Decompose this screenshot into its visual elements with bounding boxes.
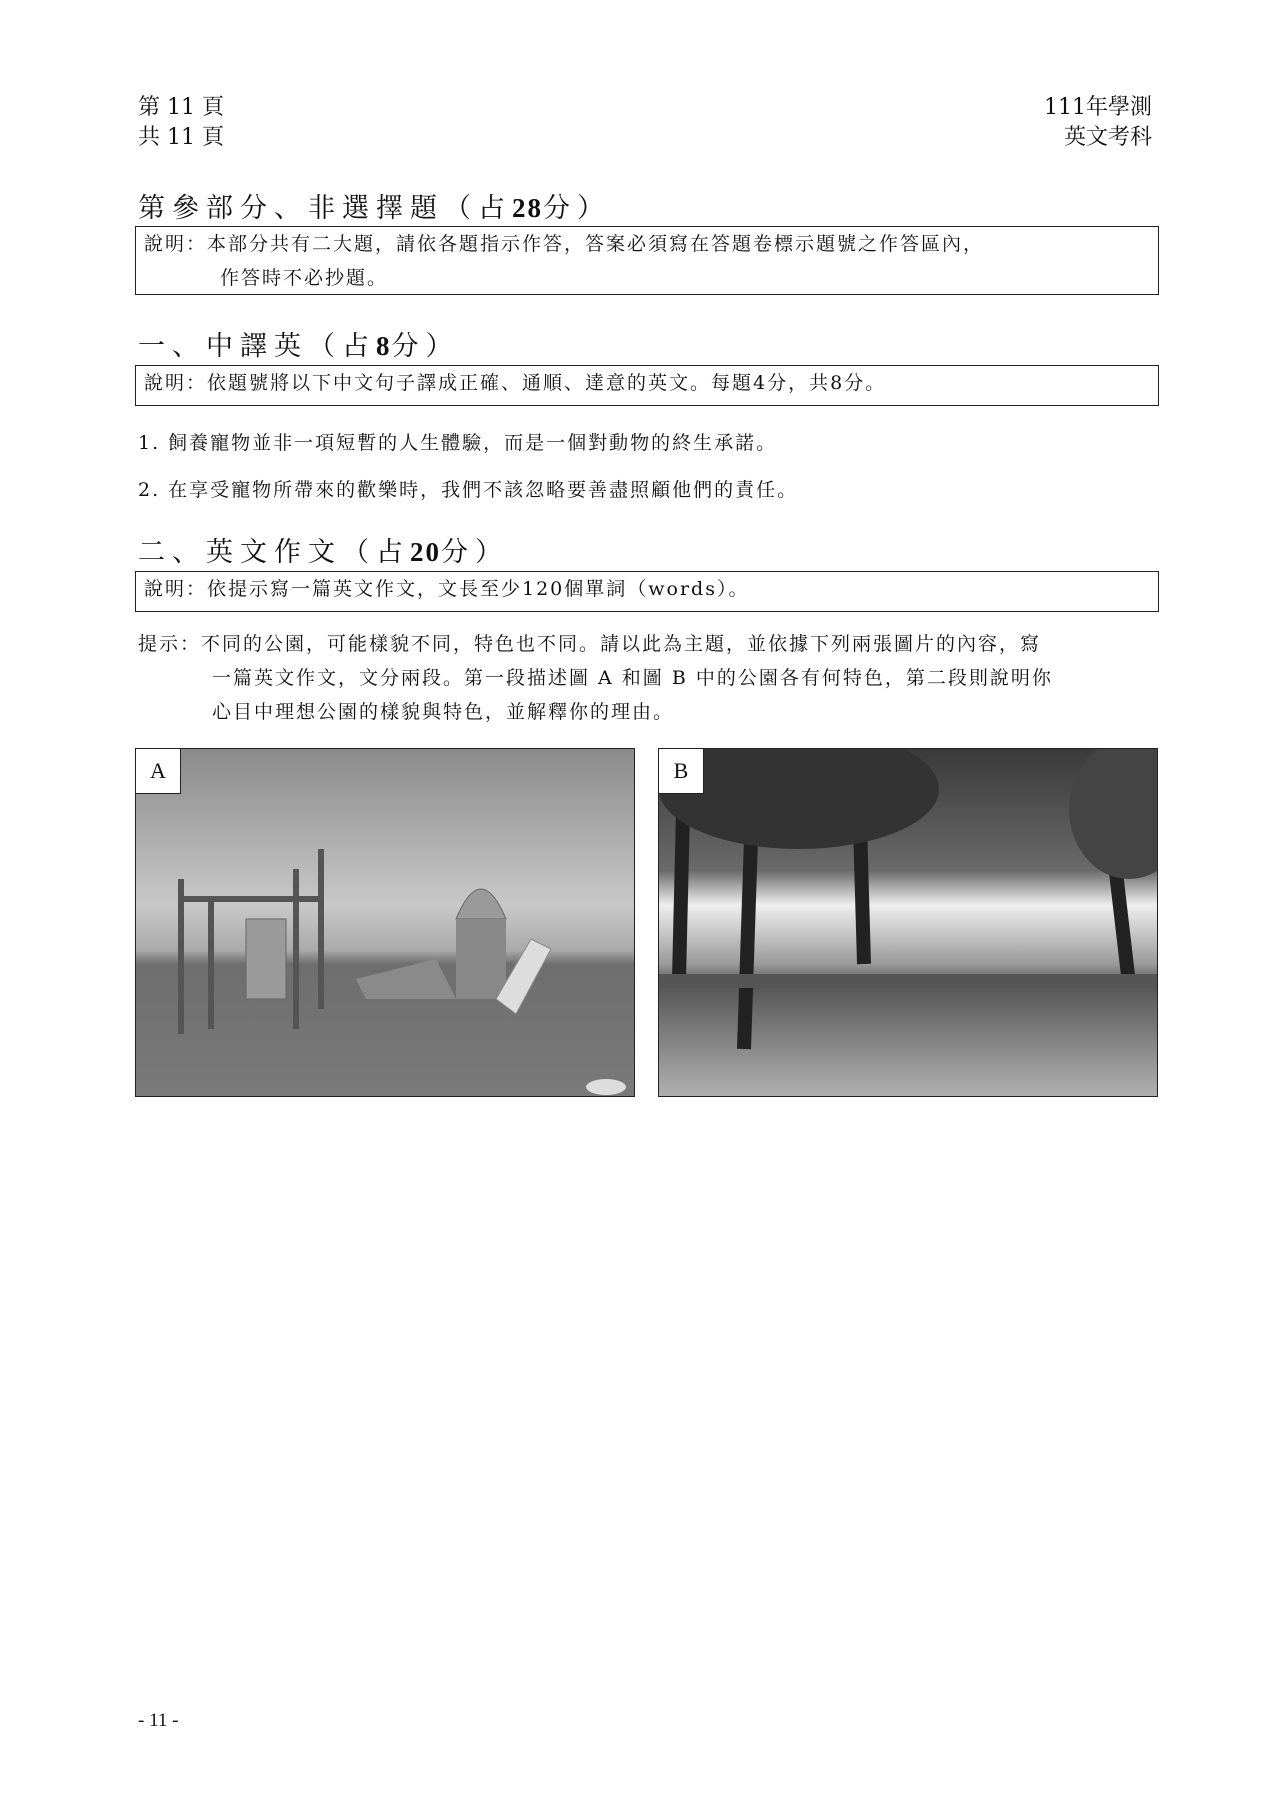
subject: 英文考科 [1063,125,1152,150]
page-info [138,93,224,153]
part3-instructions: 說明：本部分共有二大題，請依各題指示作答，答案必須寫在答題卷標示題號之作答區內， 作答時不必抄題。 [135,226,1159,295]
page-number: - 11 - [138,1710,179,1731]
exam-year: 111年學測 [1044,95,1152,120]
section1-title: 一、中譯英（占8分） [138,331,460,362]
section1-instructions: 說明：依題號將以下中文句子譯成正確、通順、達意的英文。每題4分，共8分。 [135,365,1159,406]
page-total: 共 11 頁 [138,125,224,150]
photo-a-label: A [136,749,181,794]
page-current: 第 11 頁 [138,95,224,120]
park-illustration [659,749,1158,1097]
section2-instructions: 說明：依提示寫一篇英文作文，文長至少120個單詞（words）。 [135,571,1159,612]
translation-item-1: 1. 飼養寵物並非一項短暫的人生體驗，而是一個對動物的終生承諾。 [138,432,778,454]
playground-illustration [136,749,635,1097]
translation-item-2: 2. 在享受寵物所帶來的歡樂時，我們不該忽略要善盡照顧他們的責任。 [138,479,799,501]
photo-a-playground [135,748,635,1097]
photo-b-label: B [659,749,704,794]
part3-title: 第參部分、非選擇題（占28分） [138,193,611,224]
exam-info [1044,93,1152,153]
writing-hint: 提示：不同的公園，可能樣貌不同，特色也不同。請以此為主題，並依據下列兩張圖片的內容，寫 一篇英文作文，文分兩段。第一段描述圖 A 和圖 B 中的公園各有何特色，第二段則說明你 心目中理想公園的樣貌與特色，並解釋你的理由。 [138,633,1053,723]
section2-title: 二、英文作文（占20分） [138,537,509,568]
photo-b-woodland-park [658,748,1158,1097]
